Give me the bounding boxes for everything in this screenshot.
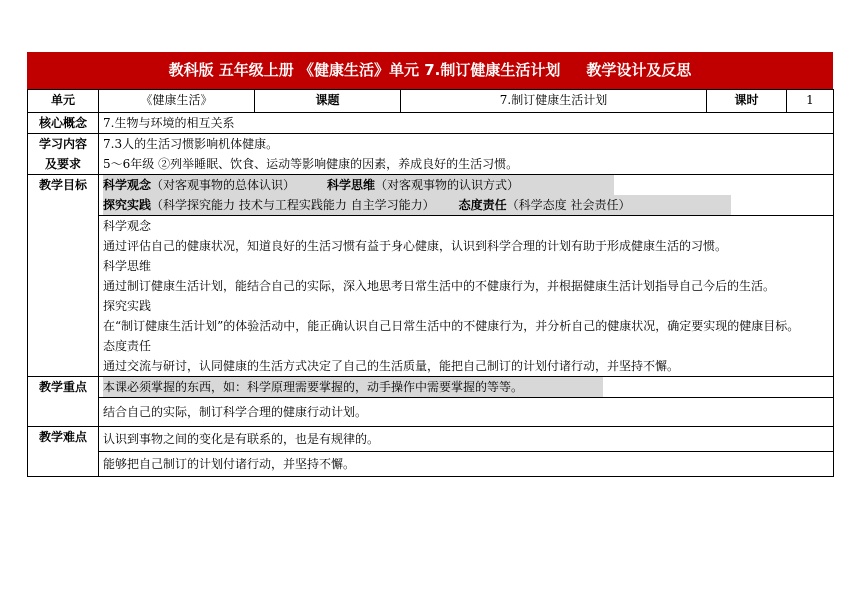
- goal-text: 通过制订健康生活计划，能结合自己的实际，深入地思考日常生活中的不健康行为，并根据健康生活计划指导自己今后的生活。: [103, 279, 776, 293]
- learning-content-line2: 5～6年级 ②列举睡眠、饮食、运动等影响健康的因素，养成良好的生活习惯。: [103, 157, 519, 171]
- topic-value: 7.制订健康生活计划: [401, 90, 707, 113]
- core-concept-label: 核心概念: [28, 113, 99, 134]
- teaching-goals-content: [99, 175, 834, 377]
- lesson-table: [27, 89, 834, 477]
- goal-title: 科学观念: [103, 219, 152, 233]
- goal-item: [103, 336, 829, 376]
- difficult-points-row-1: [28, 427, 834, 452]
- header-row: [28, 90, 834, 113]
- goal-item: [103, 296, 829, 336]
- literacy-practice-title: 探究实践: [103, 198, 152, 212]
- key-points-hint: 本课必须掌握的东西，如：科学原理需要掌握的，动手操作中需要掌握的等等。: [103, 377, 603, 397]
- literacy-sci-concept-title: 科学观念: [103, 178, 152, 192]
- core-concept-value: 7.生物与环境的相互关系: [99, 113, 834, 134]
- difficult-points-line1: 认识到事物之间的变化是有联系的，也是有规律的。: [99, 427, 834, 452]
- key-points-value: 结合自己的实际，制订科学合理的健康行动计划。: [99, 398, 834, 427]
- goal-title: 态度责任: [103, 339, 152, 353]
- topic-label: 课题: [255, 90, 401, 113]
- unit-value: 《健康生活》: [99, 90, 255, 113]
- goals-list: [99, 215, 833, 376]
- goal-text: 通过评估自己的健康状况，知道良好的生活习惯有益于身心健康，认识到科学合理的计划有助于形成健康生活的习惯。: [103, 239, 728, 253]
- title-banner: [27, 52, 833, 89]
- hours-value: 1: [787, 90, 834, 113]
- core-concept-row: [28, 113, 834, 134]
- goal-item: [103, 216, 829, 256]
- literacy-practice-desc: （科学探究能力 技术与工程实践能力 自主学习能力）: [151, 198, 435, 212]
- learning-content-line1: 7.3人的生活习惯影响机体健康。: [103, 137, 279, 151]
- key-points-hint-cell: [99, 377, 834, 398]
- goal-title: 探究实践: [103, 299, 152, 313]
- difficult-points-line2: 能够把自己制订的计划付诸行动，并坚持不懈。: [99, 452, 834, 477]
- learning-content-label-line1: 学习内容: [38, 137, 87, 151]
- difficult-points-row-2: [28, 452, 834, 477]
- lesson-plan-sheet: [27, 52, 833, 477]
- literacy-line1: [103, 175, 829, 195]
- banner-subtitle: 教学设计及反思: [586, 61, 692, 79]
- goal-item: [103, 256, 829, 296]
- literacy-sci-concept-desc: （对客观事物的总体认识）: [151, 178, 296, 192]
- teaching-goals-label: 教学目标: [28, 175, 99, 377]
- learning-content-label: [28, 134, 99, 175]
- difficult-points-label: 教学难点: [28, 427, 99, 477]
- hours-label: 课时: [707, 90, 787, 113]
- learning-content-label-line2: 及要求: [44, 157, 81, 171]
- unit-label: 单元: [28, 90, 99, 113]
- goal-text: 通过交流与研讨，认同健康的生活方式决定了自己的生活质量，能把自己制订的计划付诸行动，并坚持不懈。: [103, 359, 680, 373]
- goal-title: 科学思维: [103, 259, 152, 273]
- goal-text: 在“制订健康生活计划”的体验活动中，能正确认识自己日常生活中的不健康行为，并分析自己的健康状况，确定要实现的健康目标。: [103, 319, 800, 333]
- literacy-sci-thinking-desc: （对客观事物的认识方式）: [375, 178, 520, 192]
- key-points-row-hint: [28, 377, 834, 398]
- literacy-attitude-title: 态度责任: [458, 198, 507, 212]
- key-points-row-value: [28, 398, 834, 427]
- literacy-line2: [103, 195, 829, 215]
- literacy-sci-thinking-title: 科学思维: [327, 178, 376, 192]
- learning-content-value: [99, 134, 834, 175]
- learning-content-row: [28, 134, 834, 175]
- banner-title: 教科版 五年级上册 《健康生活》单元 7.制订健康生活计划: [168, 61, 561, 79]
- literacy-attitude-desc: （科学态度 社会责任）: [506, 198, 631, 212]
- key-points-label: 教学重点: [28, 377, 99, 427]
- teaching-goals-row: [28, 175, 834, 377]
